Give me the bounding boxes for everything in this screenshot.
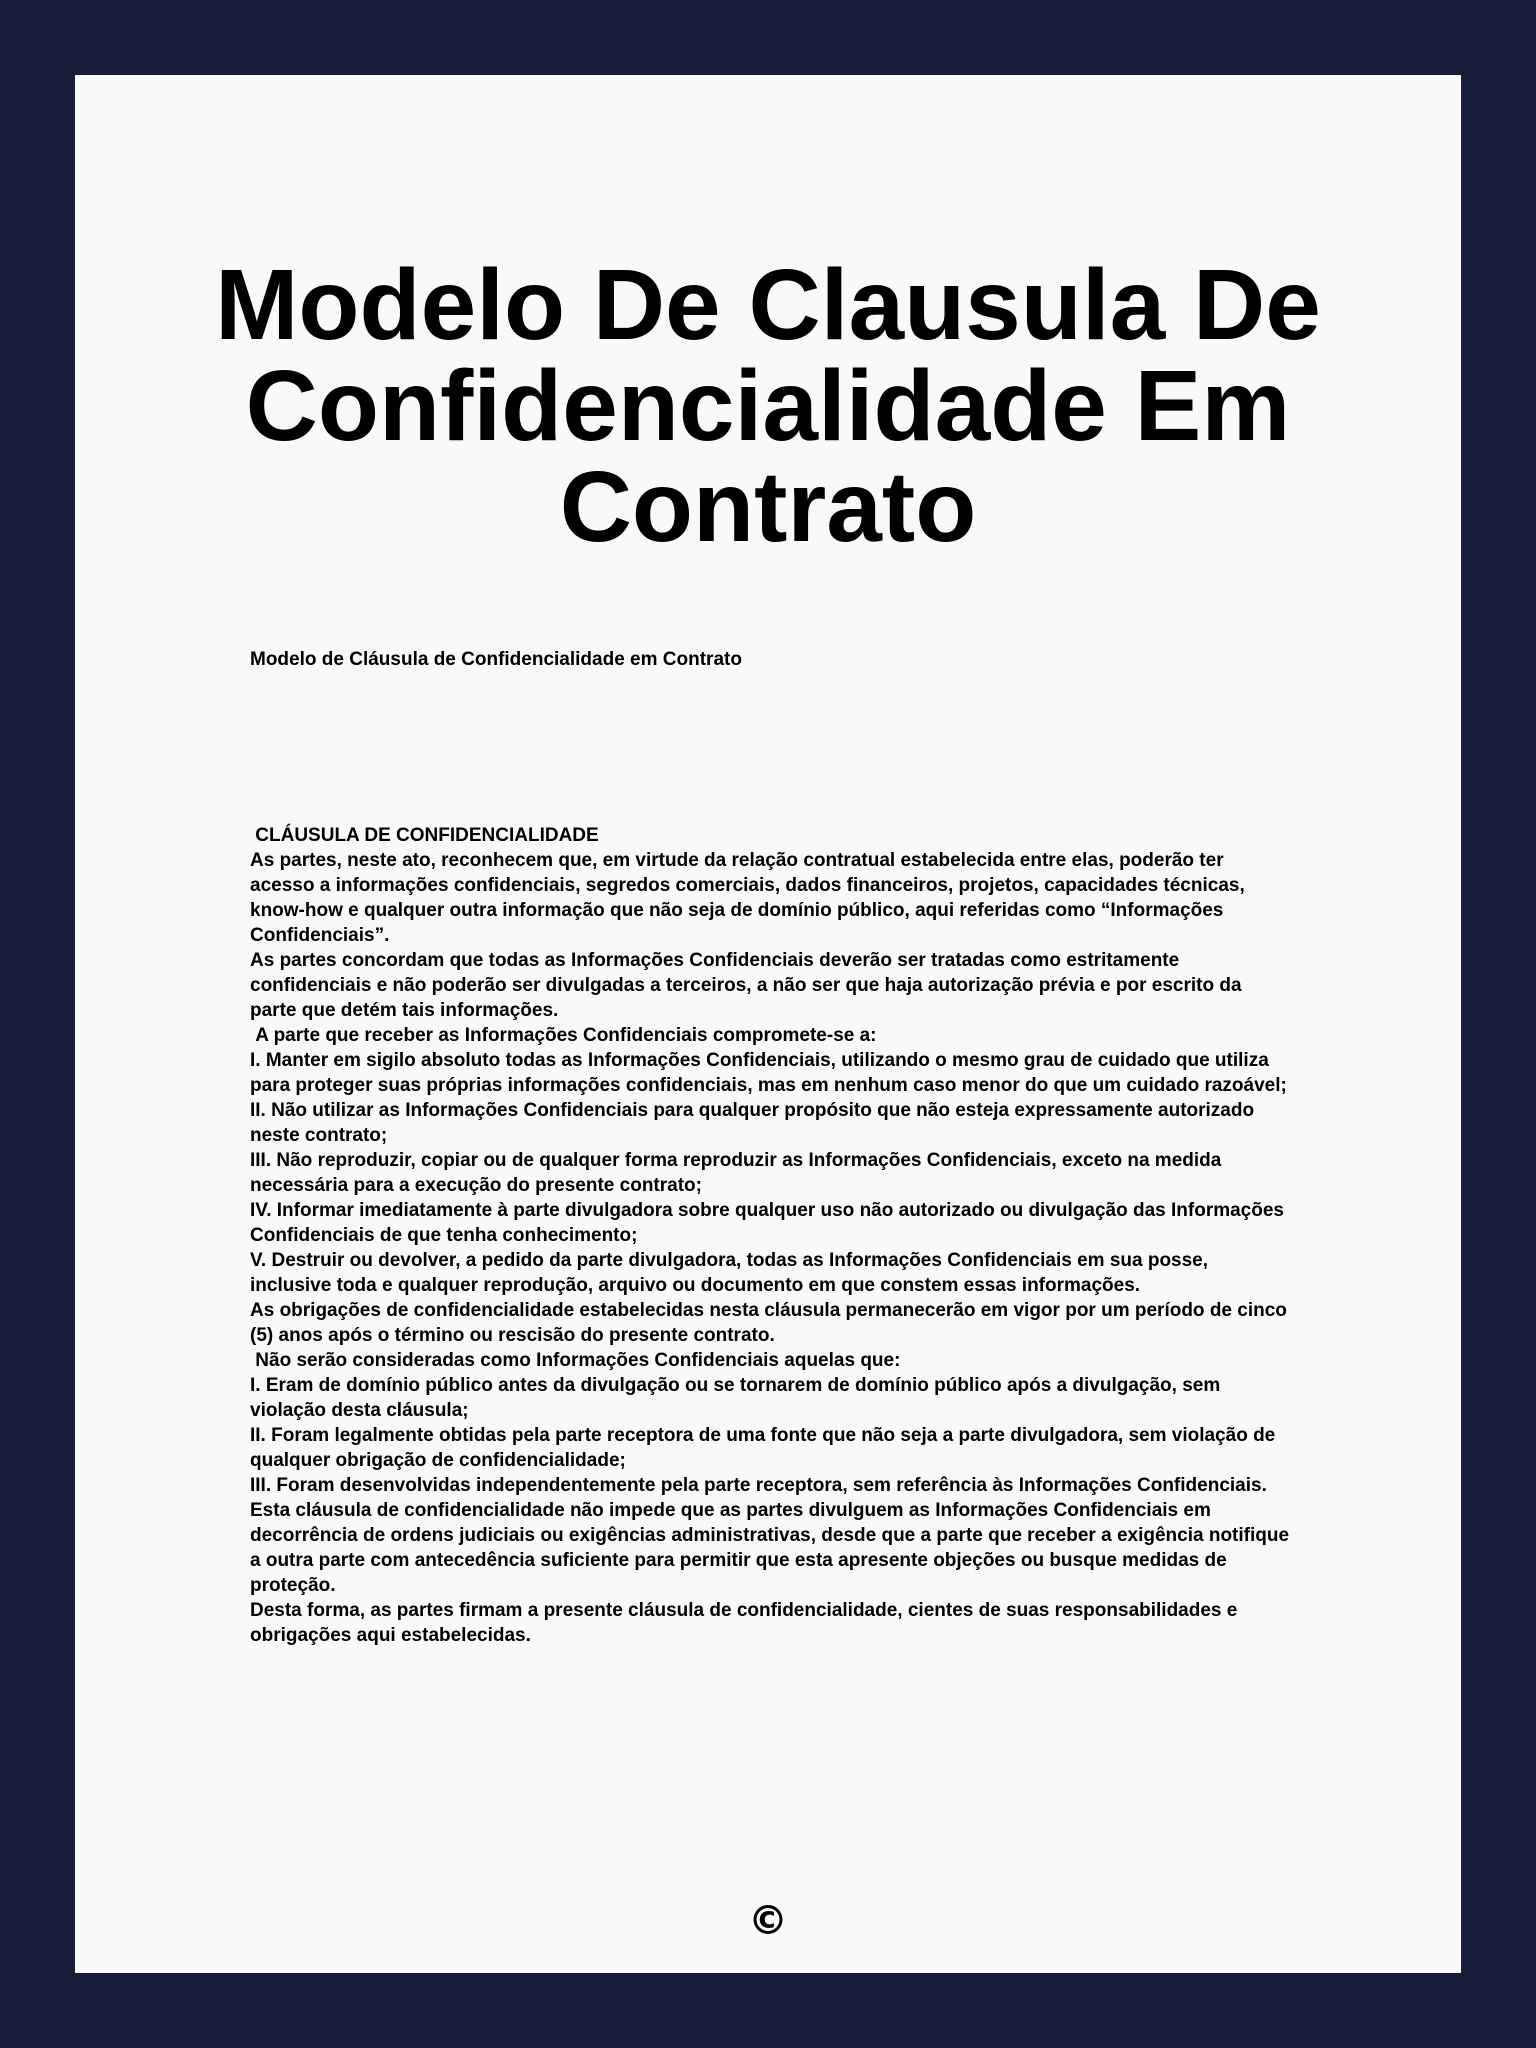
list-item: V. Destruir ou devolver, a pedido da parte divulgadora, todas as Informações Confidenciais em sua posse, inclusive toda e qualquer reprodução, arquivo ou documento em que constem essas informações. (250, 1250, 1214, 1296)
body-paragraph: As obrigações de confidencialidade estabelecidas nesta cláusula permanecerão em vigor por um período de cinco (5) anos após o término ou rescisão do presente contrato. (250, 1300, 1293, 1346)
body-paragraph: As partes concordam que todas as Informações Confidenciais deverão ser tratadas como estritamente confidenciais e não poderão ser divulgadas a terceiros, a não ser que haja autorização prévia e por escrito da parte que detém tais informações. (250, 950, 1247, 1021)
body-paragraph: Esta cláusula de confidencialidade não impede que as partes divulguem as Informações Confidenciais em decorrência de ordens judiciais ou exigências administrativas, desde que a parte que receber a exigência notifique a outra parte com antecedência suficiente para permitir que esta apresente objeções ou busque medidas de proteção. (250, 1500, 1295, 1596)
document-subtitle: Modelo de Cláusula de Confidencialidade em Contrato (250, 649, 742, 670)
list-item: II. Foram legalmente obtidas pela parte receptora de uma fonte que não seja a parte divulgadora, sem violação de qualquer obrigação de confidencialidade; (250, 1425, 1281, 1471)
body-paragraph: As partes, neste ato, reconhecem que, em virtude da relação contratual estabelecida entre elas, poderão ter acesso a informações confidenciais, segredos comerciais, dados financeiros, projetos, capacidades técnicas, know-how e qualquer outra informação que não seja de domínio público, aqui referidas como “Informações Confidenciais”. (250, 850, 1251, 946)
body-paragraph: Desta forma, as partes firmam a presente cláusula de confidencialidade, cientes de suas responsabilidades e obrigações aqui estabelecidas. (250, 1600, 1243, 1646)
list-item: III. Foram desenvolvidas independentemente pela parte receptora, sem referência às Informações Confidenciais. (250, 1475, 1267, 1496)
body-paragraph: A parte que receber as Informações Confidenciais compromete-se a: (250, 1025, 877, 1046)
list-item: I. Manter em sigilo absoluto todas as Informações Confidenciais, utilizando o mesmo grau de cuidado que utiliza para proteger suas próprias informações confidenciais, mas em nenhum caso menor do que um cuidado razoável; (250, 1050, 1287, 1096)
list-item: I. Eram de domínio público antes da divulgação ou se tornarem de domínio público após a divulgação, sem violação desta cláusula; (250, 1375, 1226, 1421)
document-body (250, 823, 1295, 1648)
copyright-icon: © (748, 1898, 788, 1944)
document-page (75, 75, 1461, 1973)
body-paragraph: Não serão consideradas como Informações Confidenciais aquelas que: (250, 1350, 901, 1371)
list-item: III. Não reproduzir, copiar ou de qualquer forma reproduzir as Informações Confidenciais, exceto na medida necessária para a execução do presente contrato; (250, 1150, 1227, 1196)
document-title: Modelo De Clausula De Confidencialidade Em Contrato (215, 249, 1321, 563)
clause-heading: CLÁUSULA DE CONFIDENCIALIDADE (250, 825, 599, 846)
list-item: IV. Informar imediatamente à parte divulgadora sobre qualquer uso não autorizado ou divulgação das Informações Confidenciais de que tenha conhecimento; (250, 1200, 1290, 1246)
list-item: II. Não utilizar as Informações Confidenciais para qualquer propósito que não esteja expressamente autorizado neste contrato; (250, 1100, 1260, 1146)
